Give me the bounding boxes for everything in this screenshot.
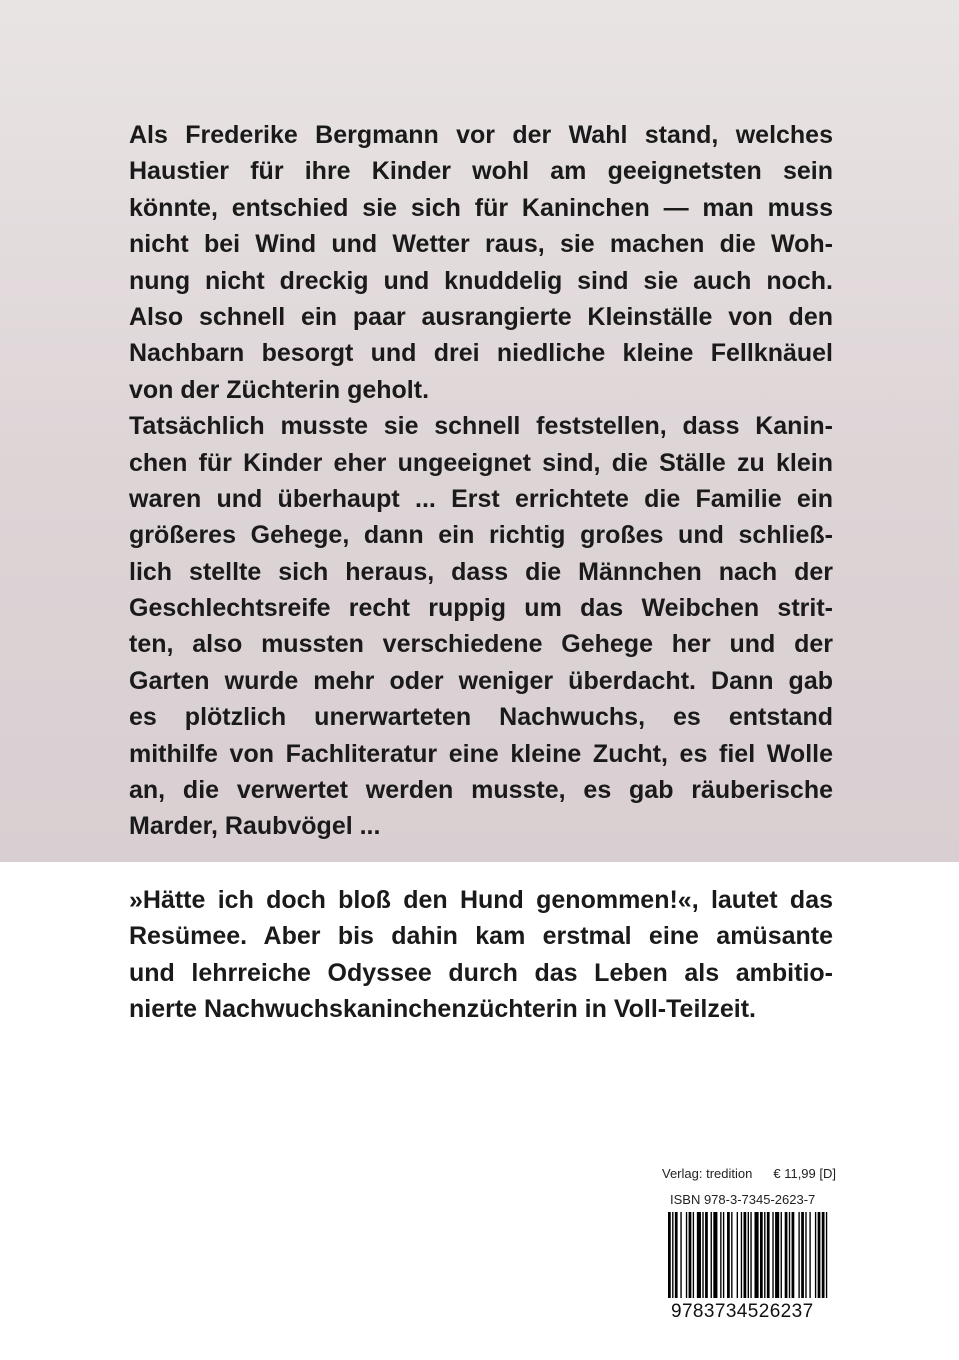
isbn-label: ISBN 978-3-7345-2623-7 [670, 1192, 816, 1207]
barcode-number: 9783734526237 [671, 1301, 814, 1322]
resume-line: und lehrreiche Odyssee durch das Leben als ambitio- [129, 958, 833, 987]
price-label: € 11,99 [D] [773, 1166, 836, 1181]
barcode-bar [772, 1212, 773, 1298]
barcode-bar [809, 1212, 810, 1298]
publisher-price-line [662, 1166, 836, 1181]
resume-line: Resümee. Aber bis dahin kam erstmal eine amüsante [129, 922, 833, 951]
barcode-bar [789, 1212, 790, 1298]
barcode-bar [744, 1212, 747, 1298]
barcode-bar [805, 1212, 806, 1298]
blurb-line: lich stellte sich heraus, dass die Männchen nach der [129, 557, 833, 586]
barcode-bar [818, 1212, 821, 1298]
barcode-bar [711, 1212, 712, 1298]
blurb-line: Tatsächlich musste sie schnell feststellen, dass Kanin- [129, 412, 833, 441]
barcode-bar [680, 1212, 681, 1298]
barcode-bar [697, 1212, 701, 1298]
barcode-bar [750, 1212, 751, 1298]
barcode-bar [748, 1212, 749, 1298]
barcode-bar [720, 1212, 721, 1298]
barcode-bar [781, 1212, 782, 1298]
blurb-line: an, die verwertet werden musste, es gab räuberische [129, 776, 833, 805]
barcode-bar [668, 1212, 671, 1298]
blurb-line: Haustier für ihre Kinder wohl am geeignetsten sein [129, 157, 833, 186]
blurb-line: von der Züchterin geholt. [129, 375, 430, 404]
barcode-bar [702, 1212, 703, 1298]
blurb-line: Garten wurde mehr oder weniger überdacht. Dann gab [129, 666, 833, 695]
blurb-line: waren und überhaupt ... Erst errichtete die Familie ein [129, 484, 833, 513]
blurb-line: chen für Kinder eher ungeeignet sind, die Ställe zu klein [129, 448, 833, 477]
barcode-image [668, 1212, 830, 1298]
barcode-bar [741, 1212, 742, 1298]
main-blurb-text [129, 117, 833, 845]
blurb-line: Geschlechtsreife recht ruppig um das Weibchen strit- [129, 594, 833, 623]
barcode-bar [785, 1212, 788, 1298]
blurb-line: nung nicht dreckig und knuddelig sind sie auch noch. [129, 266, 833, 295]
barcode-bar [760, 1212, 763, 1298]
barcode-bar [737, 1212, 738, 1298]
blurb-line: Nachbarn besorgt und drei niedliche kleine Fellknäuel [129, 339, 833, 368]
barcode-bar [693, 1212, 694, 1298]
barcode-bar [764, 1212, 765, 1298]
blurb-line: Also schnell ein paar ausrangierte Kleinställe von den [129, 302, 833, 331]
publisher-label: Verlag: tredition [662, 1166, 753, 1181]
resume-line: nierte Nachwuchskaninchenzüchterin in Voll-Teilzeit. [129, 995, 756, 1024]
barcode-bar [775, 1212, 779, 1298]
barcode-bar [686, 1212, 687, 1298]
barcode-bar [675, 1212, 678, 1298]
barcode-bar [727, 1212, 730, 1298]
barcode-bar [723, 1212, 724, 1298]
blurb-line: mithilfe von Fachliteratur eine kleine Zucht, es fiel Wolle [129, 739, 833, 768]
blurb-line: es plötzlich unerwarteten Nachwuchs, es entstand [129, 703, 833, 732]
resume-line: »Hätte ich doch bloß den Hund genommen!«, lautet das [129, 886, 833, 914]
blurb-line: ten, also mussten verschiedene Gehege her und der [129, 630, 833, 659]
barcode-bar [731, 1212, 732, 1298]
blurb-line: Marder, Raubvögel ... [129, 812, 381, 841]
barcode-bar [801, 1212, 804, 1298]
blurb-line: Als Frederike Bergmann vor der Wahl stand, welches [129, 121, 833, 149]
blurb-line: nicht bei Wind und Wetter raus, sie machen die Woh- [129, 230, 833, 259]
barcode-bar [689, 1212, 692, 1298]
barcode-bar [798, 1212, 799, 1298]
blurb-line: könnte, entschied sie sich für Kaninchen — man muss [129, 193, 833, 222]
barcode-bar [826, 1212, 827, 1298]
barcode-bar [792, 1212, 795, 1298]
barcode-bar [822, 1212, 825, 1298]
resume-blurb-text [129, 882, 833, 1028]
barcode-bar [672, 1212, 673, 1298]
barcode-bar [705, 1212, 708, 1298]
barcode-bar [767, 1212, 770, 1298]
barcode-bar [815, 1212, 816, 1298]
barcode-bar [754, 1212, 758, 1298]
blurb-line: größeres Gehege, dann ein richtig großes und schließ- [129, 521, 833, 550]
barcode-bar [713, 1212, 717, 1298]
